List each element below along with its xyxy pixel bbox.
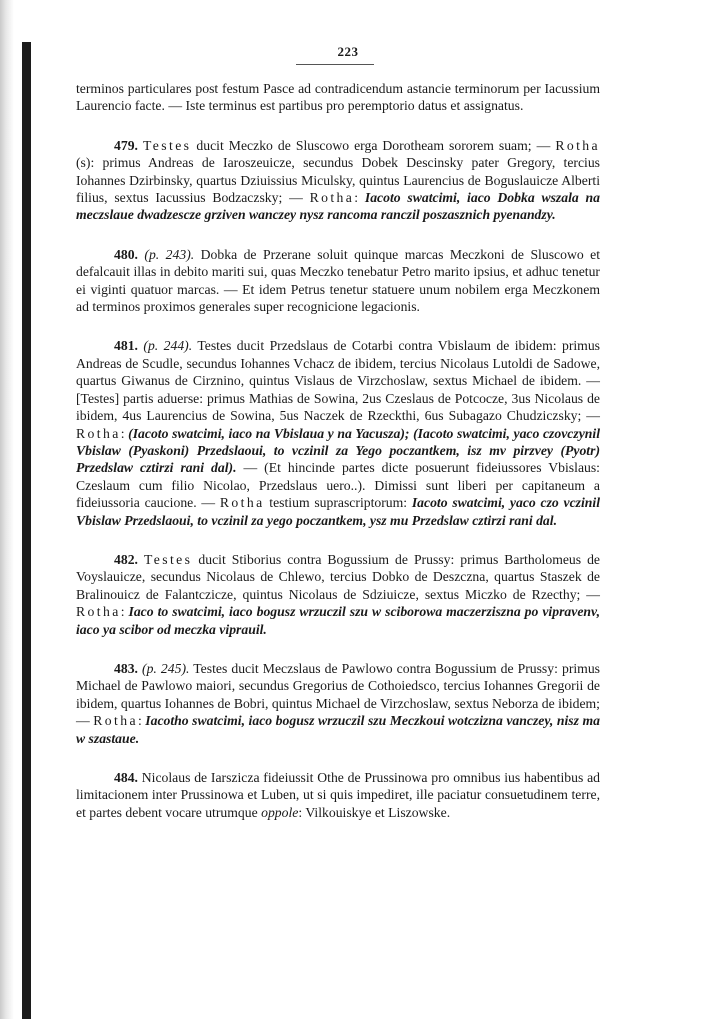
entry-number: 479. — [114, 137, 138, 153]
vernacular-text: (Iacoto swatcimi, iaco na Vbislaua y na Yacusza); (Iacoto swatcimi, yaco czovczynil Vbislaw (Pyaskoni) Przedslaoui, to vczinil za Yego poczantkem, isz mv pirzvey (Pyotr) Przedslaw cztirzi rani dal). — [76, 425, 600, 476]
entry-text: Dobka de Przerane soluit quinque marcas Meczkoni de Sluscowo et defalcauit illas in debito mariti sui, quas Meczko tenebatur Petro marito ipsius, et adhuc tenetur ei viginti quatuor marcas. — Et idem Petrus tenetur statuere unum nobilem erga Meczkonem ad terminos proximos generales super recognicione legacionis. — [76, 246, 601, 315]
entry-text: Testes ducit Przedslaus de Cotarbi contra Vbislaum de ibidem: primus Andreas de Scudle, secundus Iohannes Vchacz de ibidem, tercius Nicolaus Lutoldi de Sadowe, quartus Giwanus de Cirznino, quintus Vislaus de Virzchoslaw, sextus Michael de ibidem. — [Testes] partis aduerse: primus Mathias de Sowina, 2us Czeslaus de Potcocze, 3us Nicolaus de ibidem, 4us Laurencius de Sowina, 5us Naczek de Rzeckthi, 6us Subagazo Chudziczsky; — — [76, 338, 600, 424]
spaced-term: Rotha — [309, 190, 355, 206]
vernacular-text: Iaco to swatcimi, iaco bogusz wrzuczil szu w sciborowa maczerziszna po vipravenv, iaco ya scibor od meczka viprauil. — [76, 604, 600, 637]
entry-text: : — [137, 713, 146, 729]
spaced-term: Testes — [142, 137, 192, 153]
page-number: 223 — [337, 44, 359, 59]
entry-paragraph — [76, 660, 600, 747]
entry-number: 482. — [114, 551, 138, 567]
spaced-term: Rotha — [93, 713, 138, 729]
entry-text: Nicolaus de Iarszicza fideiussit Othe de Prussinowa pro omnibus ius habentibus ad limitacionem inter Prussinowa et Luben, ut si quis impediret, ille paciatur consuetudinem terre, et partes debent vocare utrumque — [76, 770, 600, 820]
entry-paragraph — [76, 246, 600, 316]
spaced-term: Testes — [143, 551, 193, 567]
vernacular-text: Iacotho swatcimi, iaco bogusz wrzuczil szu Meczkoui wotczizna vanczey, nisz ma w szastaue. — [76, 713, 600, 746]
page-spine — [22, 42, 31, 1019]
entry-paragraph — [76, 769, 600, 821]
page-reference: (p. 245). — [142, 660, 190, 676]
spaced-term: Rotha — [219, 495, 265, 511]
entry-text: : Vilkouiskye et Liszowske. — [298, 804, 451, 820]
page-reference: (p. 243). — [144, 246, 195, 262]
entry-text: : — [120, 425, 129, 441]
binding-shadow — [0, 0, 14, 1019]
spaced-term: Rotha — [76, 604, 121, 620]
entry-text: — (Et hincinde partes dicte posuerunt fideiussores Vbislaus: Czeslaum cum filio Nicolao, Przedslaus uero..). Dimissi sunt liberi per capitaneum a fideiussoria caucione. — — [76, 460, 600, 511]
vernacular-text: Iacoto swatcimi, iaco Dobka wszala na meczslaue dwadzescze grziven wanczey nysz rancoma ranczil poszasznich pyenandzy. — [76, 190, 600, 223]
page-reference: oppole — [261, 804, 299, 820]
document-text — [76, 80, 600, 821]
spaced-term: Rotha — [555, 137, 601, 153]
entry-text: ducit Stiborius contra Bogussium de Prussy: primus Bartholomeus de Voyslauicze, secundus Nicolaus de Chlewo, tercius Dobko de Deszczna, quartus Staszek de Bralinouicz de Falantczicze, quintus Nicolaus de Sdziuicze, sextus Miczko de Rzecthy; — — [76, 551, 601, 602]
entry-text: : — [120, 604, 129, 620]
intro-paragraph: terminos particulares post festum Pasce ad contradicendum astancie terminorum per Iacussium Laurencio facte. — Iste terminus est partibus pro peremptorio datus et assignatus. — [76, 81, 600, 114]
entry-text: : — [354, 190, 365, 206]
entry-number: 480. — [114, 246, 138, 262]
entry-paragraph — [76, 137, 600, 224]
entry-paragraph — [76, 337, 600, 528]
vernacular-text: Iacoto swatcimi, yaco czo vczinil Vbislaw Przedslaoui, to vczinil za yego poczantkem, ysz mu Przedslaw cztirzi rani dal. — [76, 495, 600, 528]
entry-number: 481. — [114, 338, 138, 354]
entry-paragraph — [76, 551, 600, 638]
entry-text: Testes ducit Meczslaus de Pawlowo contra Bogussium de Prussy: primus Michael de Pawlowo maiori, secundus Gregorius de Cothoiedsco, tercius Iohannes Gregorii de ibidem, quartus Iohannes de Bobri, quintus Michael de Virzchoslaw, sextus Neborza de ibidem; — — [76, 660, 600, 729]
page-number-rule — [296, 64, 374, 65]
entry-text: ducit Meczko de Sluscowo erga Dorotheam sororem suam; — — [191, 137, 556, 153]
entry-number: 483. — [114, 660, 138, 676]
entry-number: 484. — [114, 770, 138, 785]
spaced-term: Rotha — [76, 425, 121, 441]
entry-text: testium suprascriptorum: — [264, 495, 412, 511]
page-reference: (p. 244). — [143, 338, 193, 354]
entry-text: (s): primus Andreas de Iaroszeuicze, secundus Dobek Descinsky pater Gregory, tercius Iohannes Dzirbinsky, quartus Dziuissius Miculsky, quintus Laurencius de Boguslauicze Alberti filius, sextus Iacussius Bodzaczsky; — — [76, 155, 600, 206]
